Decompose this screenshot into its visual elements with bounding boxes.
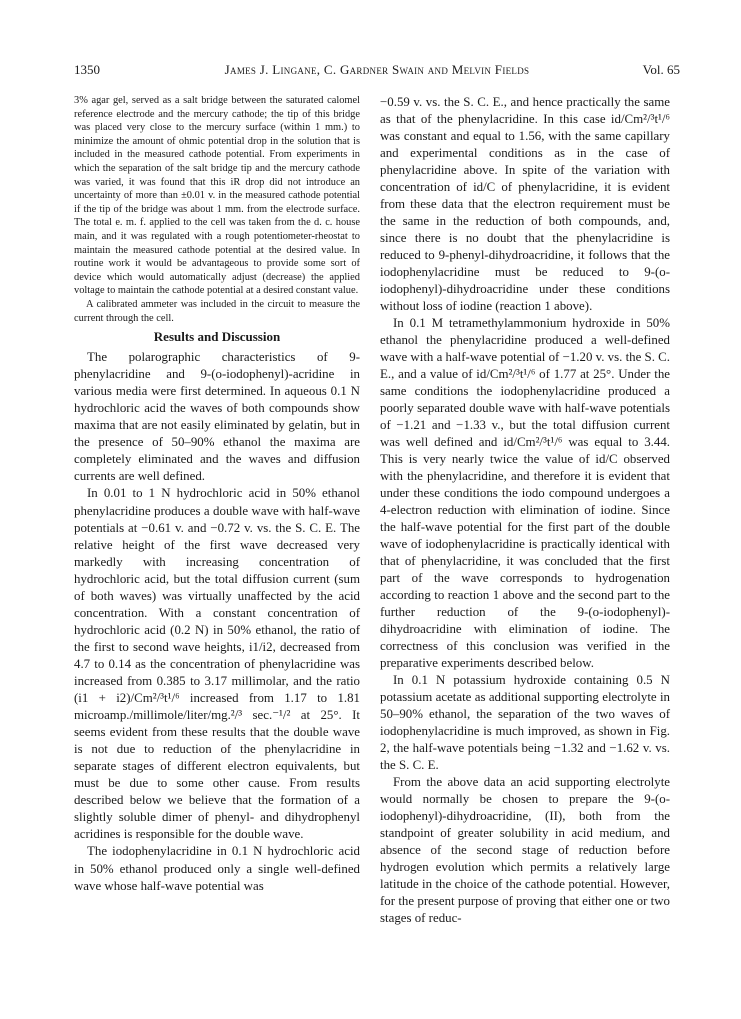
paragraph-acid-electrolyte: From the above data an acid supporting electrolyte would normally be chosen to prepare the 9-(o-iodophenyl)-dihydroacridine, (II), both from the standpoint of greater solubility in acid medium, and absence of the second stage of reduction before hydrogen evolution which permits a relatively large latitude in the choice of the cathode potential. However, for the present purpose of proving that either one or two stages of reduc-: [380, 775, 670, 925]
paragraph-polarographic: The polarographic characteristics of 9-phenylacridine and 9-(o-iodophenyl)-acridine in various media were first determined. In aqueous 0.1 N hydrochloric acid the waves of both compounds show maxima that are not easily eliminated by gelatin, but in the presence of 50–90% ethanol the maxima are completely eliminated and the waves and diffusion currents are well defined.: [74, 350, 360, 484]
paragraph-salt-bridge: 3% agar gel, served as a salt bridge between the saturated calomel reference electrode and the mercury cathode; the tip of this bridge was placed very close to the mercury surface (within 1 mm.) to minimize the amount of ohmic potential drop in the solution that is included in the measured cathode potential. From experiments in which the separation of the salt bridge tip and the mercury cathode was varied, it was found that this iR drop did not introduce an uncertainty of more than ±0.01 v. in the measured cathode potential if the tip of the bridge was about 1 mm. from the electrode surface. The total e. m. f. applied to the cell was taken from the d. c. house main, and it was regulated with a rough potentiometer-rheostat to maintain the measured cathode potential at the desired value. In routine work it would be advantageous to provide some sort of device which would automatically adjust (decrease) the applied voltage to maintain the cathode potential at a desired constant value.: [74, 95, 360, 297]
right-body-text: [380, 94, 670, 927]
paragraph-ammeter: A calibrated ammeter was included in the circuit to measure the current through the cell.: [74, 298, 360, 324]
paragraph-potassium: In 0.1 N potassium hydroxide containing 0.5 N potassium acetate as additional supporting electrolyte in 50–90% ethanol, the separation of the two waves of iodophenylacridine is much improved, as shown in Fig. 2, the half-wave potentials being −1.32 and −1.62 v. vs. the S. C. E.: [380, 673, 670, 772]
paragraph-continued: −0.59 v. vs. the S. C. E., and hence practically the same as that of the phenylacridine. In this case id/Cm²/³t¹/⁶ was constant and equal to 1.56, with the same capillary and experimental conditions as in the case of phenylacridine above. In spite of the variation with concentration of id/C of phenylacridine, it is evident from these data that the electron requirement must be the same in the reduction of both compounds, and, since there is no doubt that the phenylacridine is reduced to 9-phenyl-dihydroacridine, it follows that the iodophenylacridine must be reduced to 9-(o-iodophenyl)-dihydroacridine under these conditions without loss of iodine (reaction 1 above).: [380, 95, 670, 313]
right-column: [380, 94, 670, 927]
paragraph-iodophenyl: The iodophenylacridine in 0.1 N hydrochloric acid in 50% ethanol produced only a single well-defined wave whose half-wave potential was: [74, 844, 360, 893]
volume-label: Vol. 65: [642, 62, 680, 77]
running-authors: James J. Lingane, C. Gardner Swain and Melvin Fields: [224, 62, 530, 77]
left-column: [74, 94, 360, 895]
running-header: [74, 62, 680, 80]
page-number: 1350: [74, 62, 100, 77]
paragraph-tetramethyl: In 0.1 M tetramethylammonium hydroxide in 50% ethanol the phenylacridine produced a well-defined wave with a half-wave potential of −1.20 v. vs. the S. C. E., and a value of id/Cm²/³t¹/⁶ of 1.77 at 25°. Under the same conditions the iodophenylacridine produced a poorly separated double wave with half-wave potentials of −1.21 and −1.33 v., but the total diffusion current was well defined and id/Cm²/³t¹/⁶ was equal to 3.44. This is very nearly twice the value of id/C observed with the phenylacridine, and therefore it is evident that under these conditions the iodo compound undergoes a 4-electron reduction with elimination of iodine. Since the half-wave potential for the first part of the double wave of iodophenylacridine is practically identical with that of phenylacridine, it was concluded that the first part of the wave corresponds to hydrogenation according to reaction 1 above and the second part to the further reduction of the 9-(o-iodophenyl)-dihydroacridine with elimination of iodine. The correctness of this conclusion was verified in the preparative experiments described below.: [380, 316, 670, 670]
paragraph-hydrochloric: In 0.01 to 1 N hydrochloric acid in 50% ethanol phenylacridine produces a double wave with half-wave potentials at −0.61 v. and −0.72 v. vs. the S. C. E. The relative height of the first wave decreased very markedly with increasing concentration of hydrochloric acid, but the total diffusion current (sum of both waves) was virtually unaffected by the acid concentration. With a constant concentration of hydrochloric acid (0.2 N) in 50% ethanol, the ratio of the first to second wave heights, i1/i2, decreased from 4.7 to 0.14 as the concentration of phenylacridine was increased from 0.385 to 3.17 millimolar, and the ratio (i1 + i2)/Cm²/³t¹/⁶ increased from 1.17 to 1.81 microamp./millimole/liter/mg.²/³ sec.⁻¹/² at 25°. It seems evident from these results that the double wave is not due to reduction of the phenylacridine in separate stages of different electron equivalents, but must be due to some other cause. From results described below we believe that the formation of a slightly soluble dimer of phenyl- and dihydrophenyl acridines is responsible for the double wave.: [74, 486, 360, 842]
section-heading: Results and Discussion: [153, 329, 281, 345]
experimental-small-print: [74, 94, 360, 325]
left-body-text: [74, 349, 360, 895]
